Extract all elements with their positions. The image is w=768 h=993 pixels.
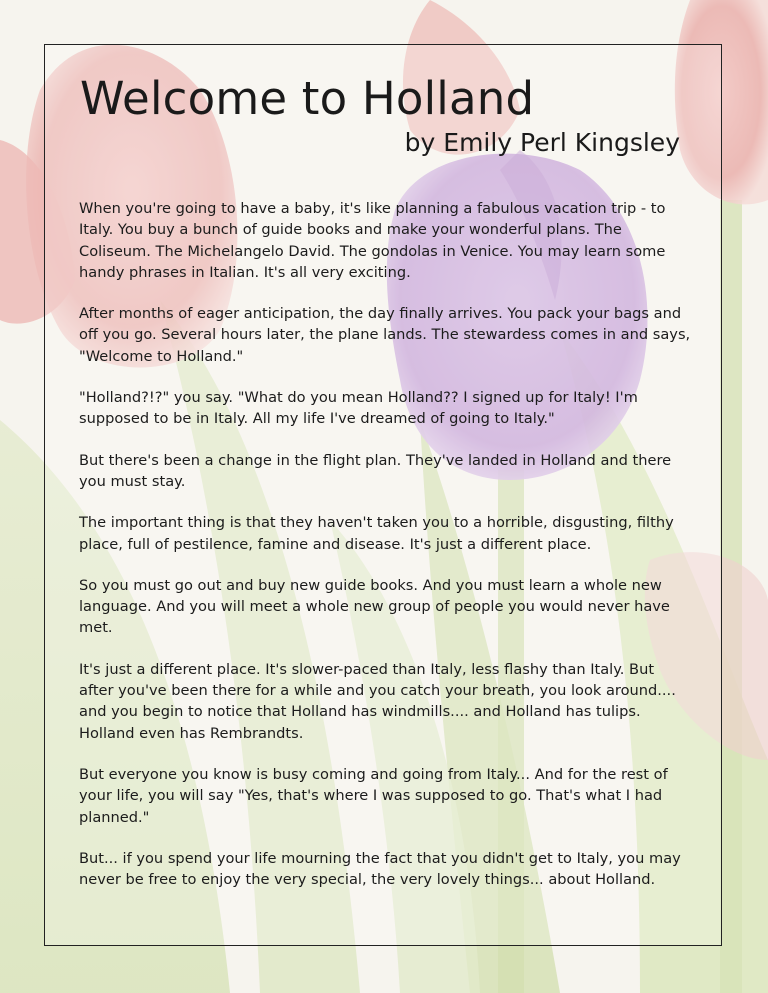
- story-paragraph: When you're going to have a baby, it's like planning a fabulous vacation trip - to Italy. You buy a bunch of guide books and make your wonderful plans. The Coliseum. The Michelangelo David. The gondolas in Venice. You may learn some handy phrases in Italian. It's all very exciting.: [79, 200, 666, 281]
- story-paragraph: It's just a different place. It's slower-paced than Italy, less flashy than Italy. But after you've been there for a while and you catch your breath, you look around.... and you begin to notice that Holland has windmills.... and Holland has tulips. Holland even has Rembrandts.: [79, 660, 676, 742]
- story-paragraph: So you must go out and buy new guide books. And you must learn a whole new language. And you will meet a whole new group of people you would never have met.: [79, 576, 670, 637]
- story-paragraph: "Holland?!?" you say. "What do you mean Holland?? I signed up for Italy! I'm supposed to be in Italy. All my life I've dreamed of going to Italy.": [79, 389, 638, 428]
- story-paragraph: After months of eager anticipation, the day finally arrives. You pack your bags and off you go. Several hours later, the plane lands. The stewardess comes in and says, "Welcome to Holland.": [79, 305, 691, 365]
- story-paragraph: The important thing is that they haven't taken you to a horrible, disgusting, filthy place, full of pestilence, famine and disease. It's just a different place.: [79, 514, 674, 553]
- story-paragraph: But everyone you know is busy coming and going from Italy... And for the rest of your life, you will say "Yes, that's where I was supposed to go. That's what I had planned.": [79, 765, 668, 826]
- story-body: [79, 198, 691, 910]
- author-line: by Emily Perl Kingsley: [404, 128, 680, 157]
- story-paragraph: But there's been a change in the flight plan. They've landed in Holland and there you must stay.: [79, 451, 672, 490]
- page-title: Welcome to Holland: [80, 72, 535, 125]
- story-paragraph: But... if you spend your life mourning the fact that you didn't get to Italy, you may never be free to enjoy the very special, the very lovely things... about Holland.: [79, 849, 681, 889]
